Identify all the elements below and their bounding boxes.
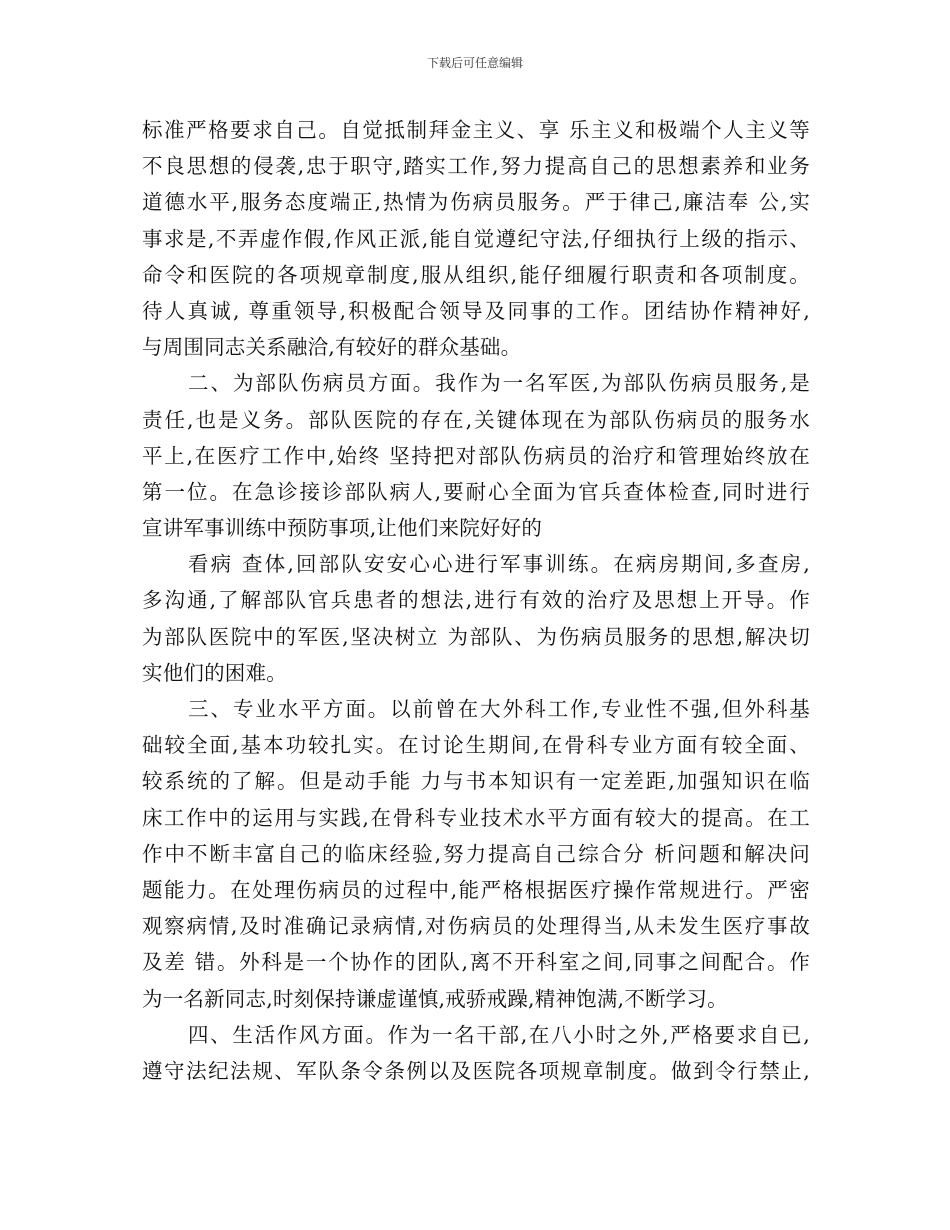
text-line: 较系统的了解。但是动手能 力与书本知识有一定差距,加强知识在临: [142, 769, 810, 794]
text-line: 床工作中的运用与实践,在骨科专业技术水平方面有较大的提高。在工: [142, 805, 810, 830]
text-line: 道德水平,服务态度端正,热情为伤病员服务。严于律己,廉洁奉 公,实: [142, 190, 810, 215]
text-line: 题能力。在处理伤病员的过程中,能严格根据医疗操作常规进行。严密: [142, 877, 810, 902]
text-line: 及差 错。外科是一个协作的团队,离不开科室之间,同事之间配合。作: [142, 950, 810, 975]
text-line: 宣讲军事训练中预防事项,让他们来院好好的: [142, 516, 543, 541]
text-line: 事求是,不弄虚作假,作风正派,能自觉遵纪守法,仔细执行上级的指示、: [142, 226, 810, 251]
text-line: 为一名新同志,时刻保持谦虚谨慎,戒骄戒躁,精神饱满,不断学习。: [142, 986, 728, 1011]
page-header: 下载后可任意编辑: [426, 56, 523, 70]
text-line: 第一位。在急诊接诊部队病人,要耐心全面为官兵查体检查,同时进行: [142, 479, 810, 504]
text-line: 标准严格要求自己。自觉抵制拜金主义、享 乐主义和极端个人主义等: [142, 118, 810, 142]
text-line: 不良思想的侵袭,忠于职守,踏实工作,努力提高自己的思想素养和业务: [142, 154, 810, 179]
document-body: [142, 112, 810, 1089]
text-line: 遵守法纪法规、军队条令条例以及医院各项规章制度。做到令行禁止,: [142, 1058, 810, 1083]
text-line: 观察病情,及时准确记录病情,对伤病员的处理得当,从未发生医疗事故: [142, 914, 810, 939]
text-line: 二、为部队伤病员方面。我作为一名军医,为部队伤病员服务,是: [188, 371, 810, 396]
text-line: 看病 查体,回部队安安心心进行军事训练。在病房期间,多查房,: [188, 552, 810, 577]
text-line: 责任,也是义务。部队医院的存在,关键体现在为部队伤病员的服务水: [142, 407, 810, 432]
text-line: 平上,在医疗工作中,始终 坚持把对部队伤病员的治疗和管理始终放在: [142, 443, 810, 468]
text-line: 命令和医院的各项规章制度,服从组织,能仔细履行职责和各项制度。: [142, 262, 810, 287]
text-line: 作中不断丰富自己的临床经验,努力提高自己综合分 析问题和解决问: [142, 841, 810, 866]
text-line: 与周围同志关系融洽,有较好的群众基础。: [142, 335, 522, 360]
text-line: 为部队医院中的军医,坚决树立 为部队、为伤病员服务的思想,解决切: [142, 624, 810, 649]
text-line: 四、生活作风方面。作为一名干部,在八小时之外,严格要求自已,: [188, 1022, 810, 1047]
text-line: 实他们的困难。: [142, 660, 287, 685]
text-line: 础较全面,基本功较扎实。在讨论生期间,在骨科专业方面有较全面、: [142, 733, 810, 758]
text-line: 三、专业水平方面。以前曾在大外科工作,专业性不强,但外科基: [188, 697, 810, 721]
text-line: 多沟通,了解部队官兵患者的想法,进行有效的治疗及思想上开导。作: [142, 588, 810, 613]
text-line: 待人真诚, 尊重领导,积极配合领导及同事的工作。团结协作精神好,: [142, 298, 810, 323]
